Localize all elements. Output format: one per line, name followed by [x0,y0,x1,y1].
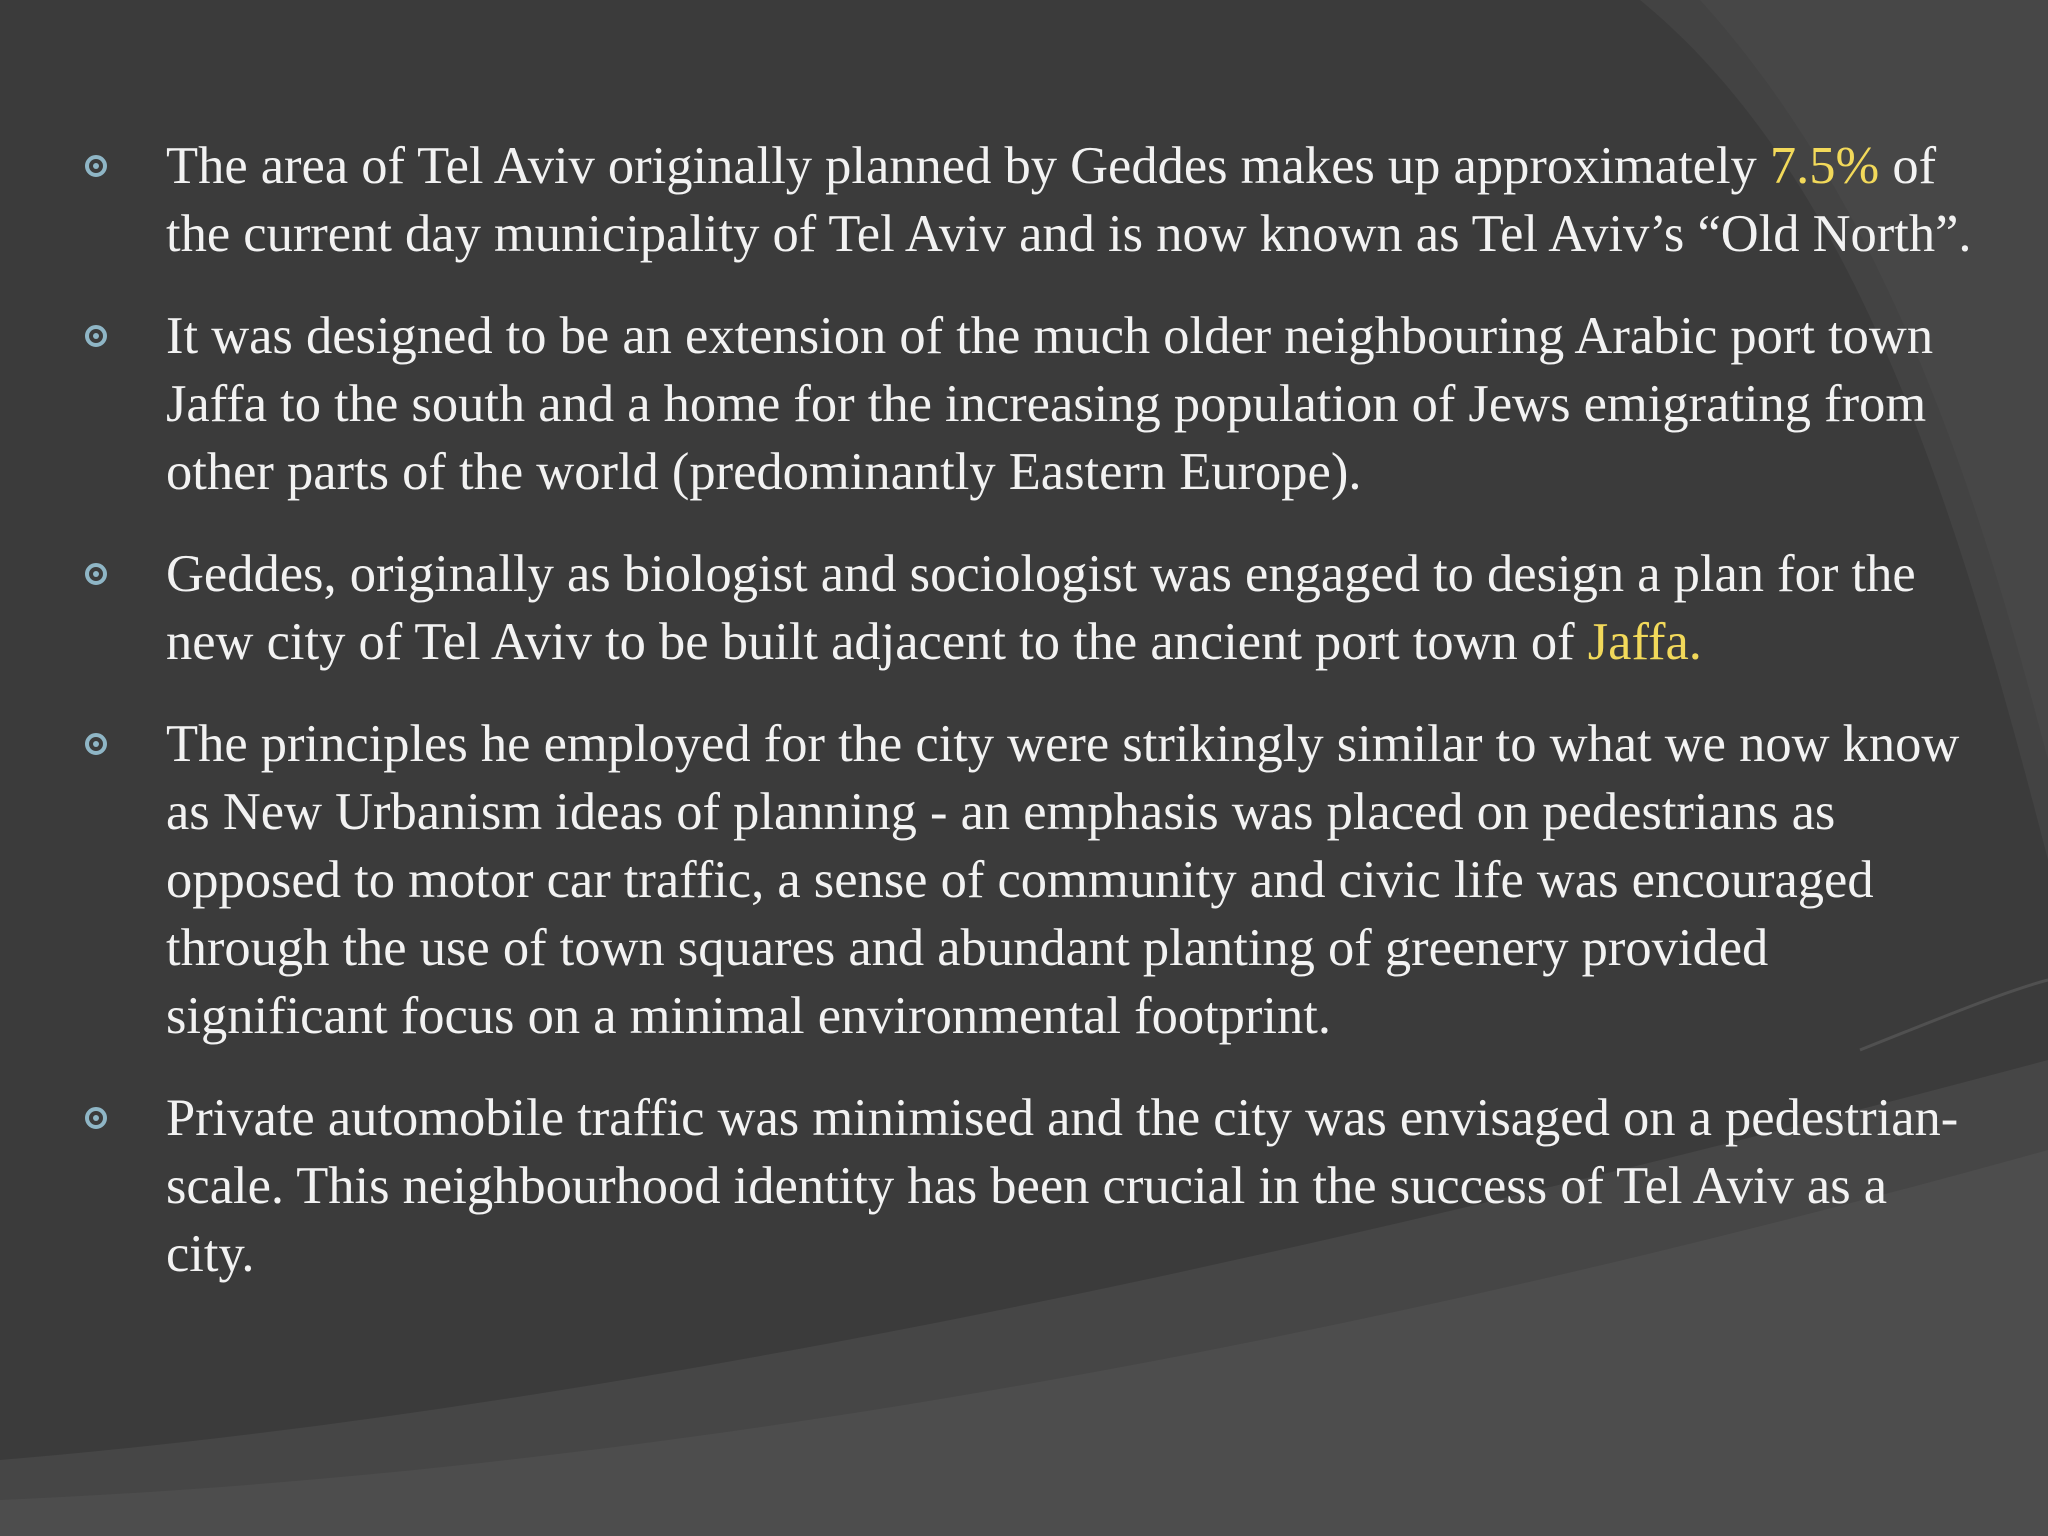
circle-dot-icon [85,155,107,177]
bullet-text: Private automobile traffic was minimised and the city was envisaged on a pedestrian-scale. This neighbourhood identity has been crucial in the success of Tel Aviv as a city. [166,1089,1959,1283]
highlight-text: Jaffa. [1587,613,1702,671]
highlight-text: 7.5% [1769,137,1880,195]
bullet-text: It was designed to be an extension of the much older neighbouring Arabic port town Jaffa to the south and a home for the increasing population of Jews emigrating from other parts of the world (predominantly Eastern Europe). [166,307,1934,501]
bullet-text: of the current day municipality of Tel Aviv and is now known as Tel Aviv’s “Old North”. [166,137,1972,263]
bullet-text: Geddes, originally as biologist and sociologist was engaged to design a plan for the new city of Tel Aviv to be built adjacent to the ancient port town of [166,545,1916,671]
bullet-item [70,540,1975,676]
circle-dot-icon [85,1107,107,1129]
bullet-item [70,710,1975,1050]
bullet-list [70,132,1975,1322]
circle-dot-icon [85,325,107,347]
bullet-text: The area of Tel Aviv originally planned by Geddes makes up approximately [166,137,1770,195]
circle-dot-icon [85,563,107,585]
circle-dot-icon [85,733,107,755]
bullet-item [70,302,1975,506]
bullet-item [70,132,1975,268]
bullet-item [70,1084,1975,1288]
bullet-text: The principles he employed for the city were strikingly similar to what we now know as New Urbanism ideas of planning - an emphasis was placed on pedestrians as opposed to motor car traffic, a sense of community and civic life was encouraged through the use of town squares and abundant planting of greenery provided significant focus on a minimal environmental footprint. [166,715,1960,1045]
